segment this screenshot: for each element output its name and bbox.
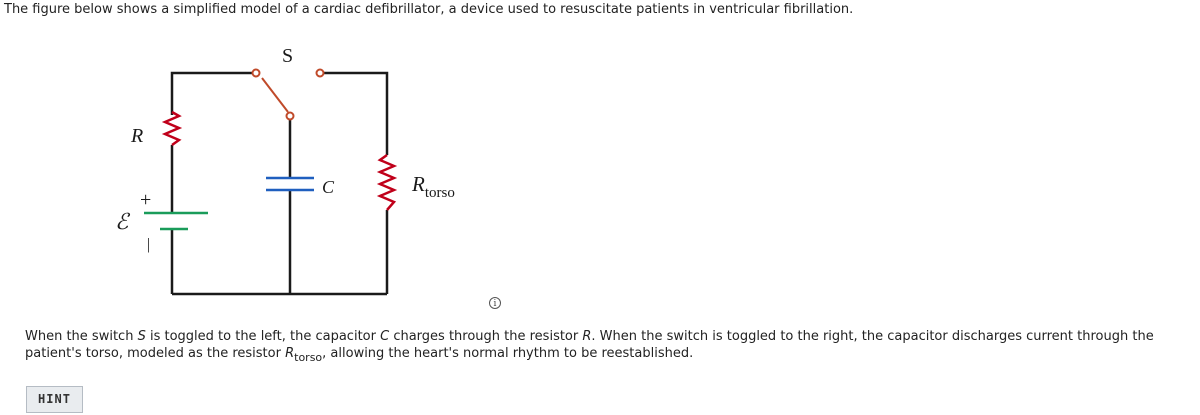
desc-part-3: charges through the resistor	[389, 329, 583, 344]
wire-top-right	[323, 73, 387, 155]
intro-text: The figure below shows a simplified model of a cardiac defibrillator, a device used to resuscitate patients in ventricular fibrillation.	[4, 2, 854, 17]
desc-part-1: When the switch	[25, 329, 138, 344]
hint-button[interactable]: HINT	[26, 386, 83, 413]
battery-plus-label: +	[140, 189, 152, 211]
resistor-torso	[380, 155, 394, 210]
torso-resistor-label: $R_{torso}$	[412, 172, 455, 201]
wire-top-left	[172, 73, 253, 115]
switch-label: S	[282, 45, 294, 67]
resistor-R	[165, 112, 179, 145]
switch-S	[253, 70, 324, 120]
desc-part-5: , allowing the heart's normal rhythm to be reestablished.	[322, 346, 694, 361]
desc-torso-subscript: torso	[294, 351, 323, 364]
capacitor-label: C	[322, 177, 335, 197]
battery-minus-label: |	[147, 236, 151, 253]
desc-symbol-R: R	[582, 329, 592, 344]
desc-symbol-R-torso: R	[285, 346, 295, 361]
capacitor-C	[266, 178, 314, 190]
emf-label: ℰ	[115, 209, 129, 234]
resistor-label: R	[131, 125, 144, 147]
battery-emf	[144, 213, 208, 229]
desc-part-4: . When the switch is toggled to the right, the capacitor discharges current through the patient's torso, modeled as the resistor	[25, 329, 1154, 361]
desc-part-2: is toggled to the left, the capacitor	[145, 329, 381, 344]
desc-symbol-C: C	[380, 329, 390, 344]
desc-symbol-S: S	[137, 329, 146, 344]
circuit-description	[25, 328, 1195, 362]
info-icon[interactable]: i	[489, 297, 501, 309]
